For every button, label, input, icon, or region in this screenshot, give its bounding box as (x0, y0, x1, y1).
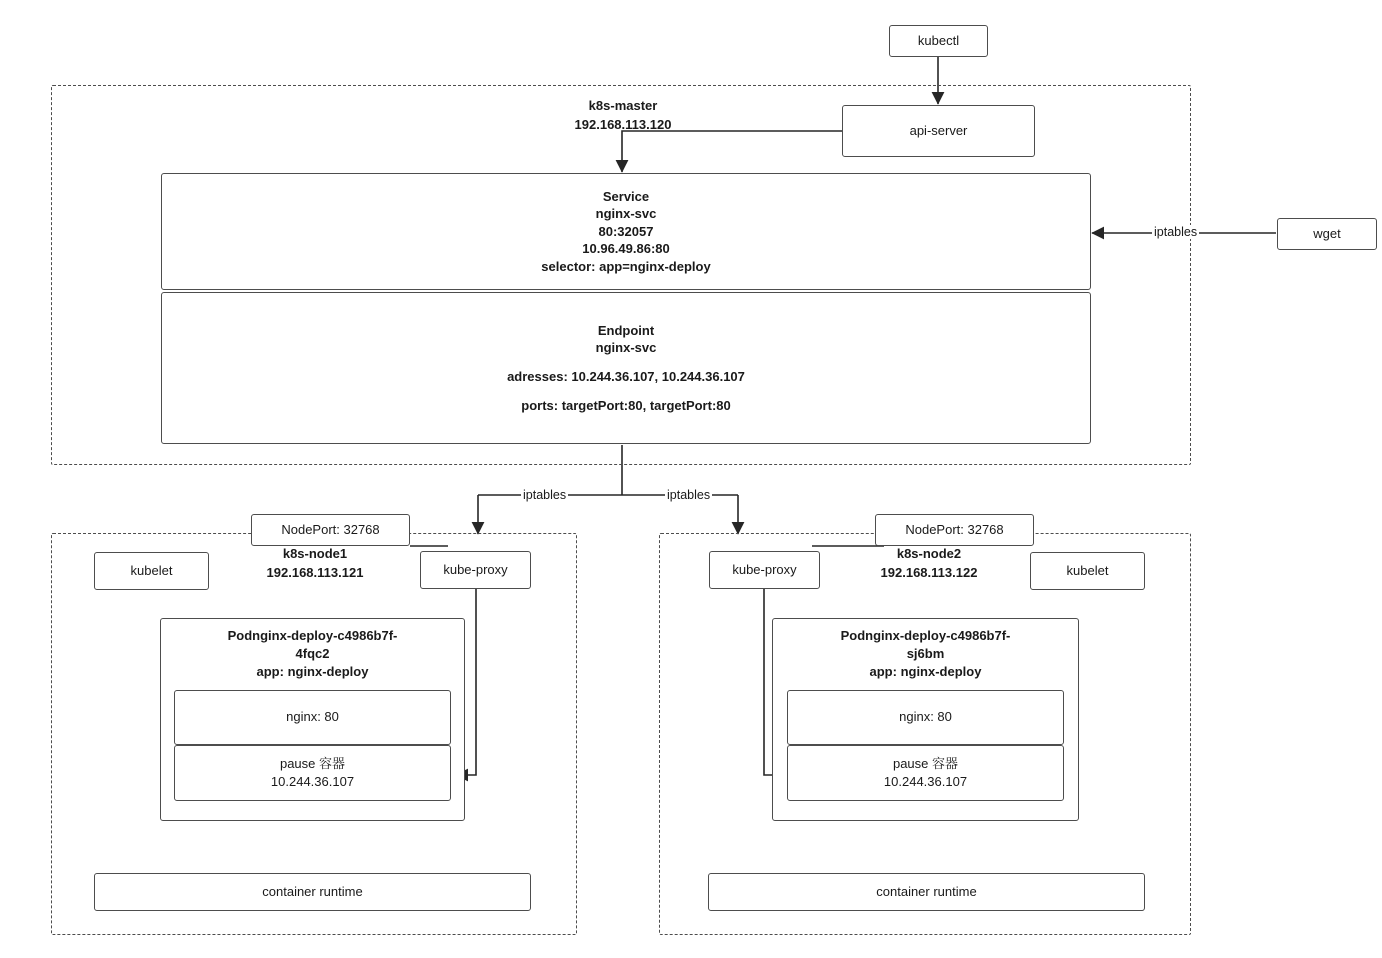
node1-kubelet-box[interactable] (94, 552, 209, 590)
node2-nodeport-label: NodePort: 32768 (905, 522, 1004, 538)
node1-kubelet-label: kubelet (130, 563, 173, 579)
wget-box[interactable] (1277, 218, 1377, 250)
node1-container-nginx[interactable] (174, 690, 451, 745)
node2-pod-name-line1: Podnginx-deploy-c4986b7f- (840, 628, 1011, 643)
node1-nodeport-box[interactable] (251, 514, 410, 546)
node1-container-runtime-label: container runtime (262, 884, 363, 900)
endpoint-addresses: adresses: 10.244.36.107, 10.244.36.107 (507, 369, 745, 384)
node2-container-pause[interactable] (787, 745, 1064, 801)
service-selector: selector: app=nginx-deploy (541, 258, 711, 274)
node2-nodeport-box[interactable] (875, 514, 1034, 546)
api-server-box[interactable] (842, 105, 1035, 157)
k8s-master-name: k8s-master (588, 98, 658, 113)
node2-container-nginx[interactable] (787, 690, 1064, 745)
node1-pod-name-line2: 4fqc2 (295, 645, 330, 661)
node2-container-runtime-box[interactable] (708, 873, 1145, 911)
endpoint-ports: ports: targetPort:80, targetPort:80 (521, 397, 731, 413)
kubectl-label: kubectl (917, 33, 960, 49)
service-ports: 80:32057 (598, 223, 654, 239)
node1-kube-proxy-label: kube-proxy (443, 562, 508, 578)
node1-pod-box[interactable] (160, 618, 465, 821)
node1-pod-app-label: app: nginx-deploy (256, 664, 369, 680)
node2-container-nginx-label: nginx: 80 (899, 709, 952, 725)
service-name: nginx-svc (595, 206, 657, 222)
node1-pod-name (228, 627, 398, 662)
k8s-master-title (500, 97, 746, 135)
node1-nodeport-label: NodePort: 32768 (281, 522, 380, 538)
node2-kubelet-label: kubelet (1066, 563, 1109, 579)
node2-container-pause-label: pause 容器 (892, 756, 959, 772)
service-kind: Service (602, 188, 650, 204)
endpoint-box[interactable] (161, 292, 1091, 444)
iptables-label-node1: iptables (523, 488, 567, 502)
node1-kube-proxy-box[interactable] (420, 551, 531, 589)
node1-container-nginx-label: nginx: 80 (286, 709, 339, 725)
node1-pod-name-line1: Podnginx-deploy-c4986b7f- (227, 628, 398, 643)
node1-container-pause[interactable] (174, 745, 451, 801)
node2-pod-name (841, 627, 1011, 662)
node1-container-pause-ip: 10.244.36.107 (270, 773, 355, 789)
node1-container-pause-label: pause 容器 (279, 756, 346, 772)
node1-container-runtime-box[interactable] (94, 873, 531, 911)
endpoint-name: nginx-svc (595, 340, 657, 356)
node2-kube-proxy-label: kube-proxy (732, 562, 797, 578)
node2-container-runtime-label: container runtime (876, 884, 977, 900)
node2-pod-name-line2: sj6bm (906, 645, 945, 661)
node2-kubelet-box[interactable] (1030, 552, 1145, 590)
wget-label: wget (1313, 226, 1341, 242)
service-box[interactable] (161, 173, 1091, 290)
k8s-node1-title (192, 545, 438, 583)
endpoint-kind: Endpoint (597, 322, 655, 338)
k8s-node1-name: k8s-node1 (282, 546, 348, 561)
node2-pod-app-label: app: nginx-deploy (869, 664, 982, 680)
node2-container-pause-ip: 10.244.36.107 (883, 773, 968, 789)
iptables-label-right: iptables (1154, 225, 1198, 239)
k8s-node1-ip: 192.168.113.121 (266, 564, 364, 580)
node2-pod-box[interactable] (772, 618, 1079, 821)
iptables-label-node2: iptables (667, 488, 711, 502)
k8s-node2-name: k8s-node2 (896, 546, 962, 561)
k8s-node2-title (806, 545, 1052, 583)
kubectl-box[interactable] (889, 25, 988, 57)
service-cluster-ip: 10.96.49.86:80 (582, 241, 670, 257)
node2-kube-proxy-box[interactable] (709, 551, 820, 589)
api-server-label: api-server (909, 123, 968, 139)
k8s-master-ip: 192.168.113.120 (574, 116, 672, 132)
k8s-node2-ip: 192.168.113.122 (880, 564, 978, 580)
